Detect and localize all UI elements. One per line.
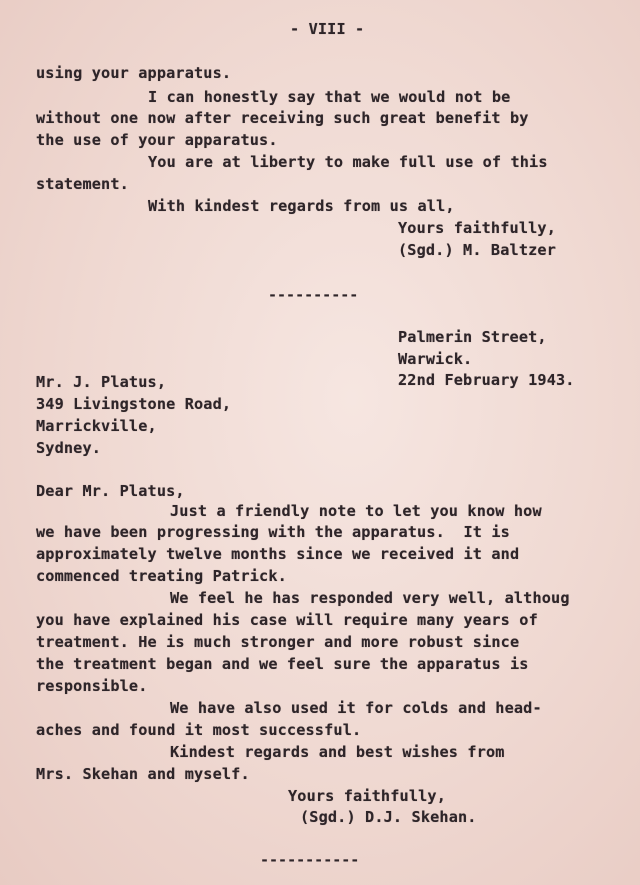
sender-address-line: Warwick. xyxy=(398,350,473,368)
salutation: Dear Mr. Platus, xyxy=(36,482,185,500)
body-line: we have been progressing with the apparatus. It is xyxy=(36,523,510,541)
letter-date: 22nd February 1943. xyxy=(398,371,575,389)
body-line: With kindest regards from us all, xyxy=(148,197,455,215)
body-line: You are at liberty to make full use of this xyxy=(148,153,548,171)
signature: (Sgd.) D.J. Skehan. xyxy=(300,808,477,826)
page-number: - VIII - xyxy=(290,20,365,38)
closing: Yours faithfully, xyxy=(398,219,556,237)
recipient-line: 349 Livingstone Road, xyxy=(36,395,232,413)
body-line: Mrs. Skehan and myself. xyxy=(36,765,250,783)
body-line: the treatment began and we feel sure the apparatus is xyxy=(36,655,529,673)
separator: ----------- xyxy=(260,851,360,869)
body-line: We have also used it for colds and head- xyxy=(170,699,542,717)
body-line: commenced treating Patrick. xyxy=(36,567,287,585)
signature: (Sgd.) M. Baltzer xyxy=(398,241,556,259)
body-line: Just a friendly note to let you know how xyxy=(170,502,542,520)
body-line: statement. xyxy=(36,175,129,193)
body-line: Kindest regards and best wishes from xyxy=(170,743,505,761)
recipient-line: Sydney. xyxy=(36,439,102,457)
body-line: approximately twelve months since we received it and xyxy=(36,545,520,563)
recipient-line: Mr. J. Platus, xyxy=(36,373,167,391)
body-line: without one now after receiving such great benefit by xyxy=(36,109,529,127)
closing: Yours faithfully, xyxy=(288,787,446,805)
body-line: I can honestly say that we would not be xyxy=(148,88,511,106)
body-line: using your apparatus. xyxy=(36,64,232,82)
body-line: you have explained his case will require many years of xyxy=(36,611,538,629)
body-line: the use of your apparatus. xyxy=(36,131,278,149)
body-line: responsible. xyxy=(36,677,148,695)
body-line: treatment. He is much stronger and more robust since xyxy=(36,633,520,651)
recipient-line: Marrickville, xyxy=(36,417,157,435)
sender-address-line: Palmerin Street, xyxy=(398,328,547,346)
body-line: We feel he has responded very well, althoug xyxy=(170,589,570,607)
body-line: aches and found it most successful. xyxy=(36,721,362,739)
separator: ---------- xyxy=(268,286,359,304)
